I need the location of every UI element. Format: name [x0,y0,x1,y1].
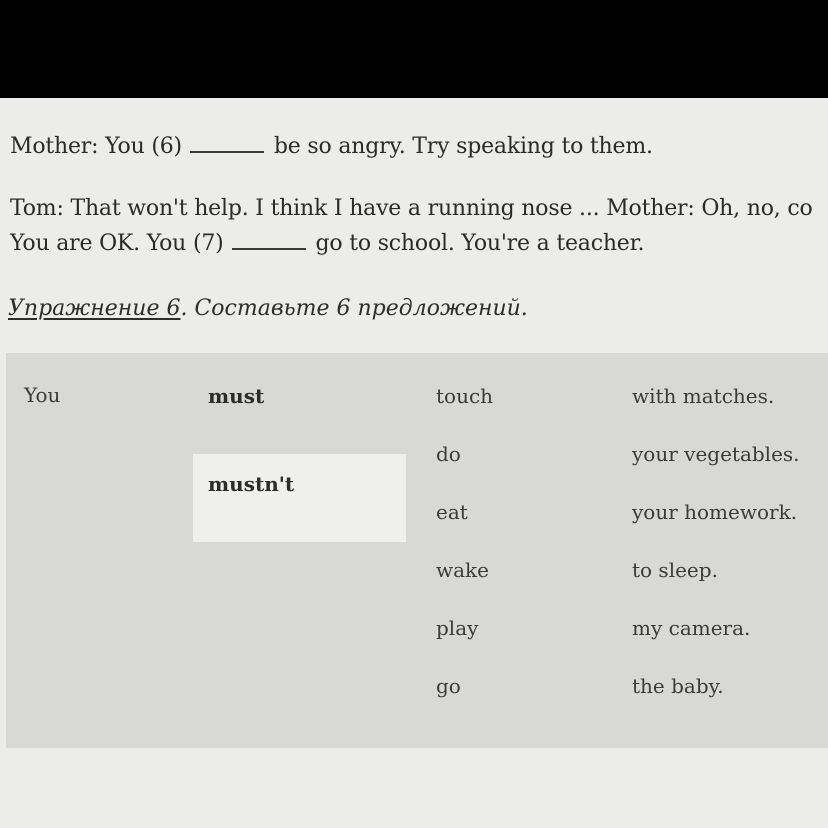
object-to-sleep: to sleep. [632,558,718,582]
modal-must: must [208,384,265,408]
exercise-heading [8,296,528,321]
worksheet-page [0,98,828,828]
object-the-baby: the baby. [632,674,724,698]
dialogue-line-tom: Tom: That won't help. I think I have a running nose ... Mother: Oh, no, co [10,196,813,221]
answer-blank-7[interactable] [232,230,306,250]
object-your-vegetables: your vegetables. [632,442,800,466]
line-7-start: You are OK. You (7) [10,231,224,256]
dialogue-line-7 [10,230,644,256]
modal-mustnt: mustn't [208,472,295,496]
verb-wake: wake [436,558,489,582]
object-my-camera: my camera. [632,616,751,640]
line-7-end: go to school. You're a teacher. [315,231,645,256]
exercise-instruction: . Составьте 6 предложений. [180,296,528,321]
object-with-matches: with matches. [632,384,775,408]
word-table [6,353,828,748]
object-your-homework: your homework. [632,500,798,524]
answer-blank-6[interactable] [190,133,264,153]
verb-touch: touch [436,384,494,408]
line-6-start: Mother: You (6) [10,134,182,159]
dialogue-line-6 [10,133,653,159]
subject-cell: You [24,383,61,407]
verb-do: do [436,442,461,466]
exercise-number: Упражнение 6 [8,296,181,321]
line-6-end: be so angry. Try speaking to them. [273,134,653,159]
verb-eat: eat [436,500,468,524]
modal-highlight-box [193,454,406,542]
verb-play: play [436,616,479,640]
verb-go: go [436,674,461,698]
